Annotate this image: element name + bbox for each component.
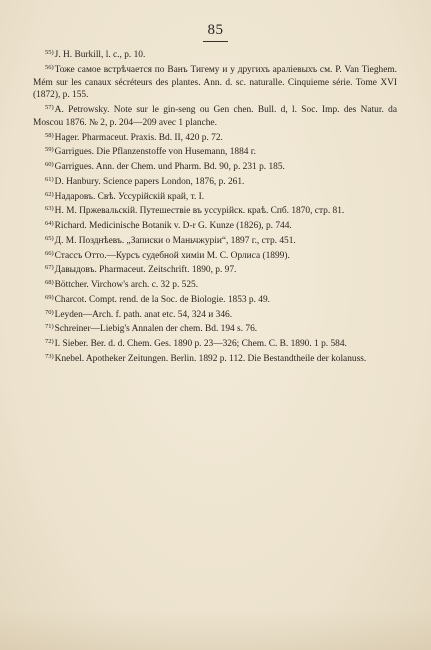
footnote: $^{62)}$Надаровъ. Свѣ. Уссурійскій край, т. I. bbox=[45, 190, 205, 202]
footnote: $^{70)}$Leyden—Arch. f. path. anat etc. 54, 324 и 346. bbox=[45, 308, 233, 320]
footnote: $^{63)}$Н. М. Пржевальскій. Путешествіе въ уссурійск. краѣ. Спб. 1870, стр. 81. bbox=[45, 205, 345, 217]
footnote: $^{72)}$I. Sieber. Ber. d. d. Chem. Ges. 1890 p. 23—326; Chem. C. B. 1890. 1 p. 584. bbox=[45, 338, 347, 349]
footnote: $^{67)}$Давыдовъ. Pharmaceut. Zeitschrift. 1890, p. 97. bbox=[45, 264, 237, 276]
footnote: $^{73)}$Knebel. Apotheker Zeitungen. Berlin. 1892 p. 112. Die Bestandtheile der kolanuss. bbox=[45, 352, 367, 364]
footnote: $^{61)}$D. Hanbury. Science papers London, 1876, p. 261. bbox=[45, 175, 245, 187]
page-number: 85 bbox=[207, 22, 224, 38]
footnote: $^{56)}$Тоже самое встрѣчается по Ванъ Тигему и у другихъ араліевыхъ см. P. Van Tieghem. Mém sur les canaux sécréteurs des plantes. Ann. d. sc. naturalle. Cinquieme série. Tome XVI (1872), p. 155. bbox=[33, 63, 397, 101]
footnote: $^{60)}$Garrigues. Ann. der Chem. und Pharm. Bd. 90, p. 231 p. 185. bbox=[45, 161, 285, 172]
footnote: $^{59)}$Garrigues. Die Pflanzenstoffe von Husemann, 1884 г. bbox=[45, 146, 256, 158]
footnote: $^{69)}$Charcot. Compt. rend. de la Soc. de Biologie. 1853 p. 49. bbox=[45, 293, 271, 305]
footnote: $^{57)}$A. Petrowsky. Note sur le gin-seng ou Gen chen. Bull. d, l. Soc. Imp. des Natur. da Moscou 1876. № 2, p. 204—209 avec 1 planche. bbox=[33, 104, 397, 128]
page-number-rule bbox=[203, 41, 228, 42]
paper-aging-shade bbox=[0, 610, 431, 650]
footnote: $^{64)}$Richard. Medicinische Botanik v. D-r G. Kunze (1826), p. 744. bbox=[45, 220, 292, 231]
footnote: $^{58)}$Hager. Pharmaceut. Praxis. Bd. II, 420 p. 72. bbox=[45, 131, 223, 143]
footnote: $^{65)}$Д. М. Позднѣевъ. „Записки о Маньчжуріи“, 1897 г., стр. 451. bbox=[45, 234, 296, 246]
footnote: $^{71)}$Schreiner—Liebig's Annalen der chem. Bd. 194 s. 76. bbox=[45, 323, 258, 335]
footnotes-list bbox=[33, 47, 397, 366]
footnote: $^{68)}$Böttcher. Virchow's arch. c. 32 p. 525. bbox=[45, 279, 199, 290]
footnote: $^{55)}$J. H. Burkill, l. c., p. 10. bbox=[45, 49, 146, 60]
footnote: $^{66)}$Стассъ Отто.—Курсъ судебной химіи М. С. Орлиса (1899). bbox=[45, 249, 290, 261]
